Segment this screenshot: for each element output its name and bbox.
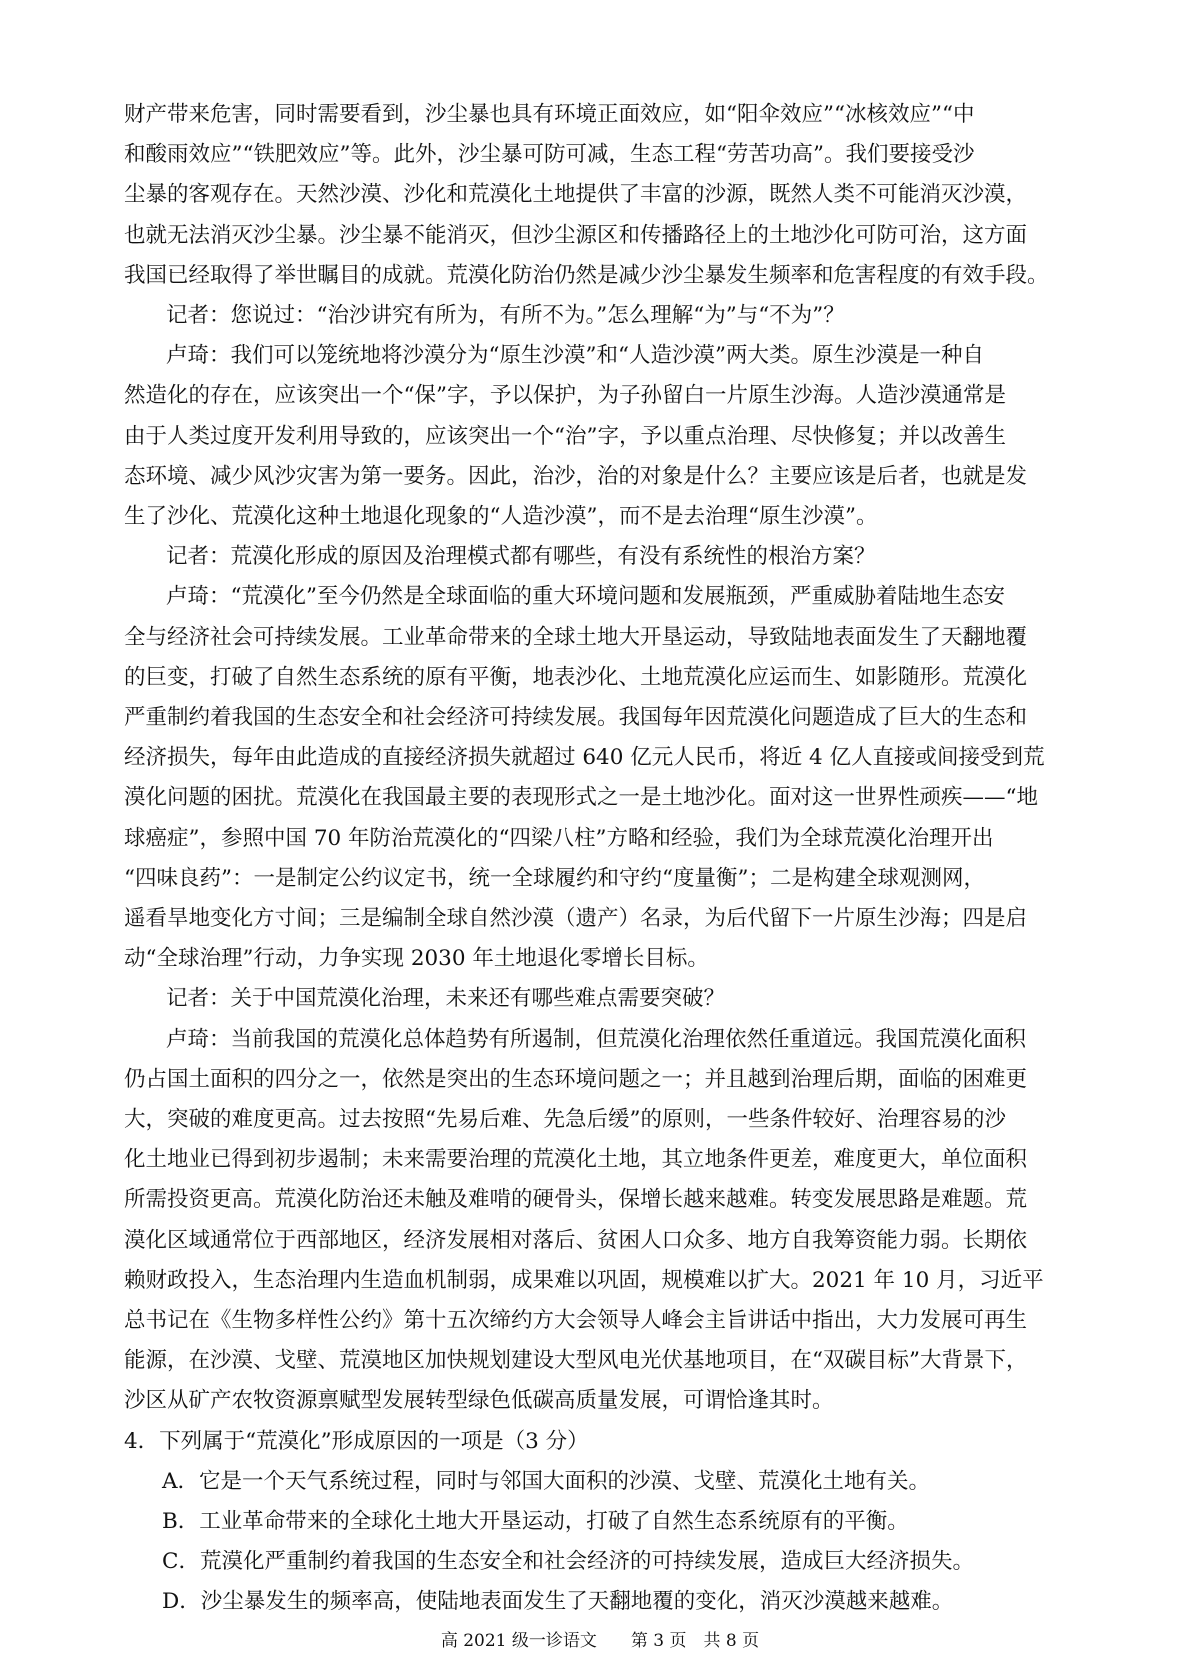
article-line: 所需投资更高。荒漠化防治还未触及难啃的硬骨头，保增长越来越难。转变发展思路是难题。荒 xyxy=(124,1187,1028,1212)
question-option-d[interactable]: D．沙尘暴发生的频率高，使陆地表面发生了天翻地覆的变化，消灭沙漠越来越难。 xyxy=(162,1589,954,1614)
article-line: 然造化的存在，应该突出一个“保”字，予以保护，为子孙留白一片原生沙海。人造沙漠通常是 xyxy=(124,383,1006,408)
article-line: 总书记在《生物多样性公约》第十五次缔约方大会领导人峰会主旨讲话中指出，大力发展可再生 xyxy=(124,1308,1028,1333)
article-line: 卢琦：我们可以笼统地将沙漠分为“原生沙漠”和“人造沙漠”两大类。原生沙漠是一种自 xyxy=(166,343,984,368)
article-line: 记者：荒漠化形成的原因及治理模式都有哪些，有没有系统性的根治方案？ xyxy=(166,544,876,569)
article-line: “四味良药”：一是制定公约议定书，统一全球履约和守约“度量衡”；二是构建全球观测网， xyxy=(124,866,985,891)
article-line: 记者：您说过：“治沙讲究有所为，有所不为。”怎么理解“为”与“不为”？ xyxy=(166,303,845,328)
article-line: 球癌症”，参照中国 70 年防治荒漠化的“四梁八柱”方略和经验，我们为全球荒漠化治理开出 xyxy=(124,826,994,851)
article-line: 大，突破的难度更高。过去按照“先易后难、先急后缓”的原则，一些条件较好、治理容易的沙 xyxy=(124,1107,1006,1132)
article-line: 卢琦：当前我国的荒漠化总体趋势有所遏制，但荒漠化治理依然任重道远。我国荒漠化面积 xyxy=(166,1027,1027,1052)
article-line: 和酸雨效应”“铁肥效应”等。此外，沙尘暴可防可减，生态工程“劳苦功高”。我们要接受沙 xyxy=(124,142,975,167)
article-line: 动“全球治理”行动，力争实现 2030 年土地退化零增长目标。 xyxy=(124,946,709,971)
article-line: 漠化区域通常位于西部地区，经济发展相对落后、贫困人口众多、地方自我筹资能力弱。长期依 xyxy=(124,1228,1028,1253)
question-option-a[interactable]: A．它是一个天气系统过程，同时与邻国大面积的沙漠、戈壁、荒漠化土地有关。 xyxy=(162,1469,931,1494)
article-line: 遥看旱地变化方寸间；三是编制全球自然沙漠（遗产）名录，为后代留下一片原生沙海；四是启 xyxy=(124,906,1028,931)
article-line: 严重制约着我国的生态安全和社会经济可持续发展。我国每年因荒漠化问题造成了巨大的生态和 xyxy=(124,705,1028,730)
question-option-c[interactable]: C．荒漠化严重制约着我国的生态安全和社会经济的可持续发展，造成巨大经济损失。 xyxy=(162,1549,974,1574)
article-line: 财产带来危害，同时需要看到，沙尘暴也具有环境正面效应，如“阳伞效应”“冰核效应”“中 xyxy=(124,102,975,127)
article-line: 沙区从矿产农牧资源禀赋型发展转型绿色低碳高质量发展，可谓恰逢其时。 xyxy=(124,1388,834,1413)
article-line: 化土地业已得到初步遏制；未来需要治理的荒漠化土地，其立地条件更差，难度更大，单位面积 xyxy=(124,1147,1028,1172)
article-line: 尘暴的客观存在。天然沙漠、沙化和荒漠化土地提供了丰富的沙源，既然人类不可能消灭沙漠， xyxy=(124,182,1028,207)
article-line: 态环境、减少风沙灾害为第一要务。因此，治沙，治的对象是什么？主要应该是后者，也就是发 xyxy=(124,464,1028,489)
article-line: 经济损失，每年由此造成的直接经济损失就超过 640 亿元人民币，将近 4 亿人直接或间接受到荒 xyxy=(124,745,1045,770)
question-stem: 4．下列属于“荒漠化”形成原因的一项是（3 分） xyxy=(124,1429,589,1454)
article-line: 仍占国土面积的四分之一，依然是突出的生态环境问题之一；并且越到治理后期，面临的困难更 xyxy=(124,1067,1028,1092)
article-line: 由于人类过度开发利用导致的，应该突出一个“治”字，予以重点治理、尽快修复；并以改善生 xyxy=(124,424,1006,449)
page-footer: 高 2021 级一诊语文 第 3 页 共 8 页 xyxy=(440,1631,760,1651)
article-line: 生了沙化、荒漠化这种土地退化现象的“人造沙漠”，而不是去治理“原生沙漠”。 xyxy=(124,504,878,529)
article-line: 也就无法消灭沙尘暴。沙尘暴不能消灭，但沙尘源区和传播路径上的土地沙化可防可治，这方面 xyxy=(124,223,1028,248)
article-line: 的巨变，打破了自然生态系统的原有平衡，地表沙化、土地荒漠化应运而生、如影随形。荒漠化 xyxy=(124,665,1028,690)
article-line: 赖财政投入，生态治理内生造血机制弱，成果难以巩固，规模难以扩大。2021 年 10 月，习近平 xyxy=(124,1268,1044,1293)
article-line: 漠化问题的困扰。荒漠化在我国最主要的表现形式之一是土地沙化。面对这一世界性顽疾——“地 xyxy=(124,785,1038,810)
question-option-b[interactable]: B．工业革命带来的全球化土地大开垦运动，打破了自然生态系统原有的平衡。 xyxy=(162,1509,909,1534)
article-line: 能源，在沙漠、戈壁、荒漠地区加快规划建设大型风电光伏基地项目，在“双碳目标”大背景下， xyxy=(124,1348,1028,1373)
article-line: 记者：关于中国荒漠化治理，未来还有哪些难点需要突破？ xyxy=(166,986,726,1011)
article-line: 全与经济社会可持续发展。工业革命带来的全球土地大开垦运动，导致陆地表面发生了天翻地覆 xyxy=(124,625,1028,650)
article-line: 卢琦：“荒漠化”至今仍然是全球面临的重大环境问题和发展瓶颈，严重威胁着陆地生态安 xyxy=(166,584,1005,609)
article-line: 我国已经取得了举世瞩目的成就。荒漠化防治仍然是减少沙尘暴发生频率和危害程度的有效手段。 xyxy=(124,263,1049,288)
